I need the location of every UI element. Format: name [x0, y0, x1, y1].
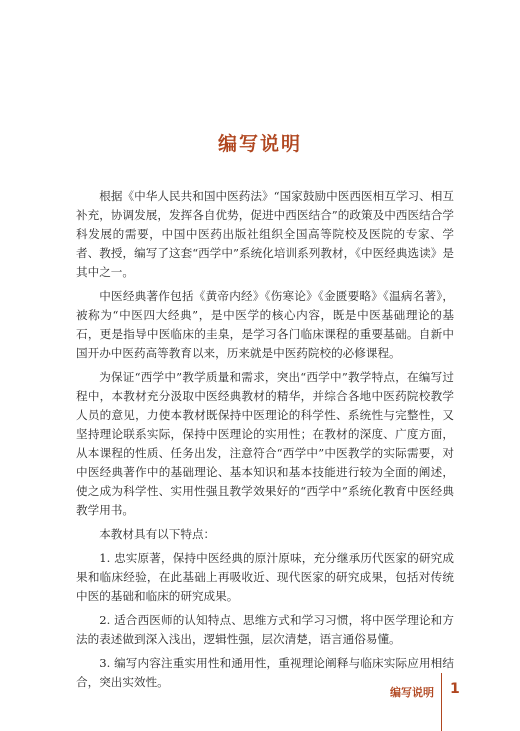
paragraph-7: 3. 编写内容注重实用性和通用性，重视理论阐释与临床实际应用相结合，突出实效性。 — [76, 656, 454, 689]
paragraph-2: 中医经典著作包括《黄帝内经》《伤寒论》《金匮要略》《温病名著》，被称为“中医四大经典”，是中医学的核心内容，既是中医基础理论的基石，更是指导中医临床的圭臬，是学习各门临床课程的重要基础。自新中国开办中医药高等教育以来，历来就是中医药院校的必修课程。 — [76, 289, 454, 360]
paragraph-4: 本教材具有以下特点： — [99, 527, 216, 541]
paragraph-3: 为保证“西学中”教学质量和需求，突出“西学中”教学特点，在编写过程中，本教材充分汲取中医经典教材的精华，并综合各地中医药院校教学人员的意见，力使本教材既保持中医理论的科学性、系统性与完整性，又坚持理论联系实际，保持中医理论的实用性；在教材的深度、广度方面，从本课程的性质、任务出发，注意符合“西学中”中医教学的实际需要，对中医经典著作中的基础理论、基本知识和基本技能进行较为全面的阐述，使之成为科学性、实用性强且教学效果好的“西学中”系统化教育中医经典教学用书。 — [76, 370, 454, 517]
page-title: 编写说明 — [217, 133, 302, 155]
footer-divider — [441, 673, 442, 731]
body-text — [76, 187, 454, 697]
paragraph-1: 根据《中华人民共和国中医药法》“国家鼓励中医西医相互学习、相互补充，协调发展，发挥各自优势，促进中西医结合”的政策及中西医结合学科发展的需要，中国中医药出版社组织全国高等院校及医院的专家、学者、教授，编写了这套“西学中”系统化培训系列教材，《中医经典选读》是其中之一。 — [76, 189, 454, 279]
paragraph-5: 1. 忠实原著，保持中医经典的原汁原味，充分继承历代医家的研究成果和临床经验，在此基础上再吸收近、现代医家的研究成果，包括对传统中医的基础和临床的研究成果。 — [76, 551, 454, 603]
page-number: 1 — [450, 681, 460, 697]
footer-section-label: 编写说明 — [390, 686, 434, 699]
paragraph-6: 2. 适合西医师的认知特点、思维方式和学习习惯，将中医学理论和方法的表述做到深入浅出，逻辑性强，层次清楚，语言通俗易懂。 — [76, 613, 454, 646]
